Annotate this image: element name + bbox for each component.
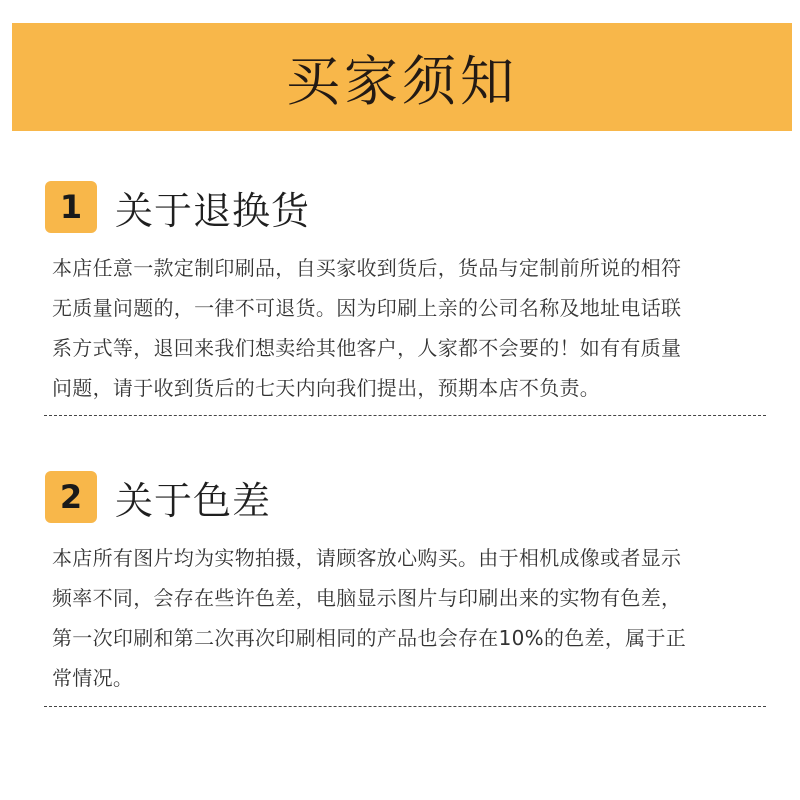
paragraph-line: 本店所有图片均为实物拍摄，请顾客放心购买。由于相机成像或者显示 — [52, 546, 682, 570]
number-badge: 1 — [45, 181, 97, 233]
header-banner — [12, 23, 792, 131]
page-title: 买家须知 — [286, 49, 518, 113]
section-paragraph — [52, 538, 770, 698]
dashed-divider — [44, 706, 766, 707]
number-badge: 2 — [45, 471, 97, 523]
paragraph-line: 第一次印刷和第二次再次印刷相同的产品也会存在10%的色差，属于正 — [52, 626, 687, 650]
section-title: 关于退换货 — [115, 188, 311, 233]
paragraph-line: 系方式等，退回来我们想卖给其他客户，人家都不会要的！如有有质量 — [52, 336, 682, 360]
paragraph-line: 常情况。 — [52, 666, 134, 690]
section-heading — [45, 470, 271, 524]
section-title: 关于色差 — [115, 478, 272, 523]
section-heading — [45, 180, 310, 234]
section-paragraph — [52, 248, 770, 408]
paragraph-line: 无质量问题的，一律不可退货。因为印刷上亲的公司名称及地址电话联 — [52, 296, 682, 320]
paragraph-line: 频率不同，会存在些许色差，电脑显示图片与印刷出来的实物有色差， — [52, 586, 682, 610]
paragraph-line: 问题，请于收到货后的七天内向我们提出，预期本店不负责。 — [52, 376, 601, 400]
dashed-divider — [44, 415, 766, 416]
paragraph-line: 本店任意一款定制印刷品，自买家收到货后，货品与定制前所说的相符 — [52, 256, 682, 280]
